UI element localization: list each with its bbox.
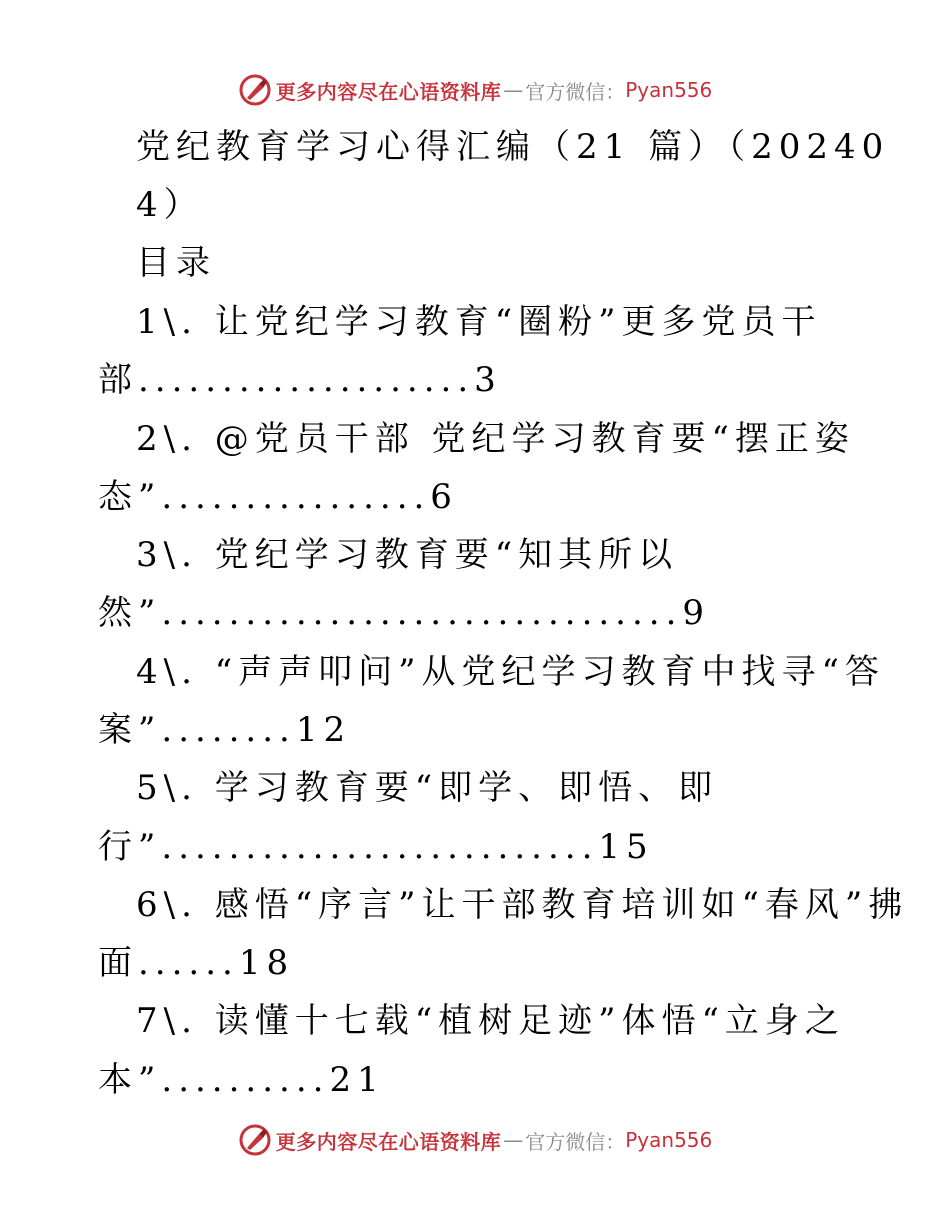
watermark-text: 更多内容尽在心语资料库: [275, 1129, 502, 1154]
pen-nib-circle-icon: [238, 73, 272, 107]
toc-entry-6-title: 6\. 感悟“序言”让干部教育培训如“春风”拂: [136, 885, 909, 925]
toc-entry-2-title: 2\. @党员干部 党纪学习教育要“摆正姿: [136, 419, 855, 459]
toc-entry-5-page: 行”..........................15: [98, 827, 654, 867]
doc-title-line-1: 党纪教育学习心得汇编（21 篇）（20240: [136, 127, 890, 167]
toc-entry-1-page: 部....................3: [98, 360, 502, 400]
toc-entry-6-page: 面......18: [98, 943, 295, 983]
toc-entry-4-title: 4\. “声声叩问”从党纪学习教育中找寻“答: [136, 652, 885, 692]
header-watermark: [0, 68, 950, 112]
toc-heading: 目录: [136, 243, 216, 283]
watermark-wechat-id: Pyan556: [625, 1128, 713, 1152]
pen-nib-circle-icon: [238, 1123, 272, 1157]
watermark-wechat-label: 官方微信：: [525, 1129, 626, 1154]
doc-title-line-2: 4）: [136, 185, 204, 225]
watermark-wechat-label: 官方微信：: [525, 79, 626, 104]
toc-entry-3-page: 然”...............................9: [98, 593, 711, 633]
toc-entry-5-title: 5\. 学习教育要“即学、即悟、即: [136, 768, 719, 808]
toc-entry-7-page: 本”..........21: [98, 1060, 385, 1100]
watermark-separator: —: [503, 78, 524, 102]
toc-entry-3-title: 3\. 党纪学习教育要“知其所以: [136, 535, 679, 575]
watermark-text: 更多内容尽在心语资料库: [275, 79, 502, 104]
watermark-wechat-id: Pyan556: [625, 78, 713, 102]
toc-entry-1-title: 1\. 让党纪学习教育“圈粉”更多党员干: [136, 302, 822, 342]
toc-entry-4-page: 案”........12: [98, 710, 352, 750]
toc-entry-7-title: 7\. 读懂十七载“植树足迹”体悟“立身之: [136, 1001, 845, 1041]
watermark-separator: —: [503, 1128, 524, 1152]
footer-watermark: [0, 1118, 950, 1162]
toc-entry-2-page: 态”................6: [98, 477, 458, 517]
